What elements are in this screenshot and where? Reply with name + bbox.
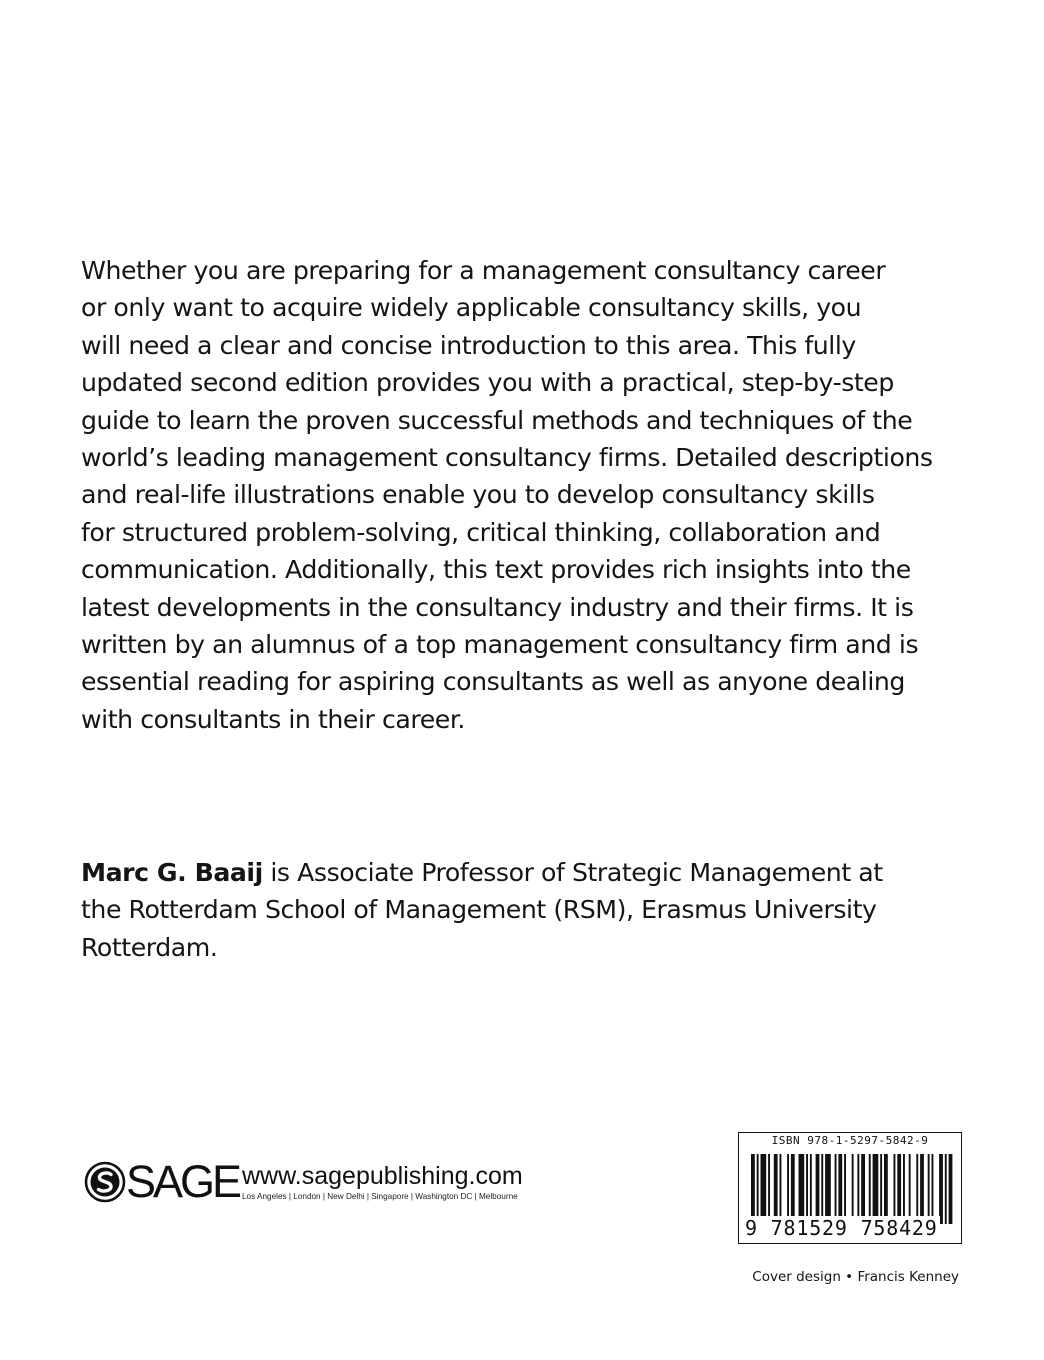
credit-separator: •	[845, 1269, 854, 1285]
blurb-line: communication. Additionally, this text provides rich insights into the	[81, 555, 911, 585]
barcode-bar	[825, 1154, 831, 1224]
barcode-bar	[835, 1154, 837, 1224]
barcode-bar	[932, 1154, 934, 1224]
barcode-bar	[787, 1154, 789, 1224]
barcode-bar	[873, 1154, 879, 1224]
barcode-bar	[945, 1154, 947, 1224]
barcode-bar	[916, 1154, 918, 1224]
publisher-cities: Los Angeles | London | New Delhi | Singapore | Washington DC | Melbourne	[242, 1192, 518, 1201]
blurb-line: essential reading for aspiring consultants as well as anyone dealing	[81, 667, 905, 697]
sage-wordmark: SAGE	[126, 1156, 240, 1207]
barcode-bar	[909, 1154, 911, 1224]
barcode-bar	[799, 1154, 805, 1224]
barcode-bar	[816, 1154, 820, 1224]
author-bio-text: is Associate Professor of Strategic Management at	[262, 858, 883, 887]
blurb-line: world’s leading management consultancy firms. Detailed descriptions	[81, 443, 933, 473]
barcode-bar	[857, 1154, 859, 1224]
author-bio	[81, 854, 971, 966]
barcode-bar	[768, 1154, 770, 1224]
barcode-digits: 9 781529 758429	[745, 1216, 938, 1240]
cover-credit	[752, 1268, 959, 1286]
barcode-bar	[861, 1154, 865, 1224]
isbn-barcode	[738, 1132, 962, 1244]
barcode-bar	[757, 1154, 759, 1224]
barcode-bar	[928, 1154, 930, 1224]
barcode-bar	[920, 1154, 924, 1224]
barcode-bar	[844, 1154, 846, 1224]
author-bio-line: the Rotterdam School of Management (RSM), Erasmus University	[81, 895, 877, 925]
barcode-bar	[838, 1154, 842, 1224]
blurb-line: or only want to acquire widely applicable consultancy skills, you	[81, 293, 862, 323]
barcode-bar	[949, 1154, 953, 1224]
author-name: Marc G. Baaij	[81, 858, 263, 887]
blurb-line: Whether you are preparing for a management consultancy career	[81, 256, 886, 285]
barcode-bar	[791, 1154, 795, 1224]
blurb-line: for structured problem-solving, critical thinking, collaboration and	[81, 517, 881, 547]
blurb-line: written by an alumnus of a top management consultancy firm and is	[81, 630, 919, 660]
barcode-bar	[821, 1154, 823, 1224]
barcode-bar	[761, 1154, 767, 1224]
barcode-bar	[806, 1154, 808, 1224]
barcode-bar	[880, 1154, 882, 1224]
barcode-bar	[810, 1154, 812, 1224]
credit-label: Cover design	[752, 1269, 841, 1285]
barcode-bar	[903, 1154, 905, 1224]
blurb-line: updated second edition provides you with a practical, step-by-step	[81, 368, 894, 398]
blurb-line: latest developments in the consultancy industry and their firms. It is	[81, 592, 914, 622]
barcode-bar	[780, 1154, 782, 1224]
blurb-line: and real-life illustrations enable you to develop consultancy skills	[81, 480, 875, 510]
barcode-bar	[939, 1154, 943, 1224]
barcode-icon	[749, 1154, 953, 1224]
barcode-bar	[869, 1154, 871, 1224]
blurb-line: with consultants in their career.	[81, 704, 465, 734]
barcode-bar	[774, 1154, 778, 1224]
author-bio-line	[81, 854, 971, 891]
barcode-bar	[884, 1154, 888, 1224]
barcode-bar	[897, 1154, 901, 1224]
barcode-bar	[751, 1154, 755, 1224]
blurb-paragraph	[81, 252, 971, 738]
author-bio-line: Rotterdam.	[81, 932, 218, 962]
barcode-bar	[852, 1154, 854, 1224]
blurb-line: will need a clear and concise introduction to this area. This fully	[81, 330, 856, 360]
credit-designer: Francis Kenney	[857, 1269, 959, 1285]
barcode-bar	[894, 1154, 896, 1224]
sage-s-emblem-icon	[84, 1160, 126, 1204]
isbn-label: ISBN 978-1-5297-5842-9	[771, 1134, 929, 1147]
publisher-website[interactable]: www.sagepublishing.com	[242, 1162, 523, 1190]
blurb-line: guide to learn the proven successful methods and techniques of the	[81, 405, 913, 435]
